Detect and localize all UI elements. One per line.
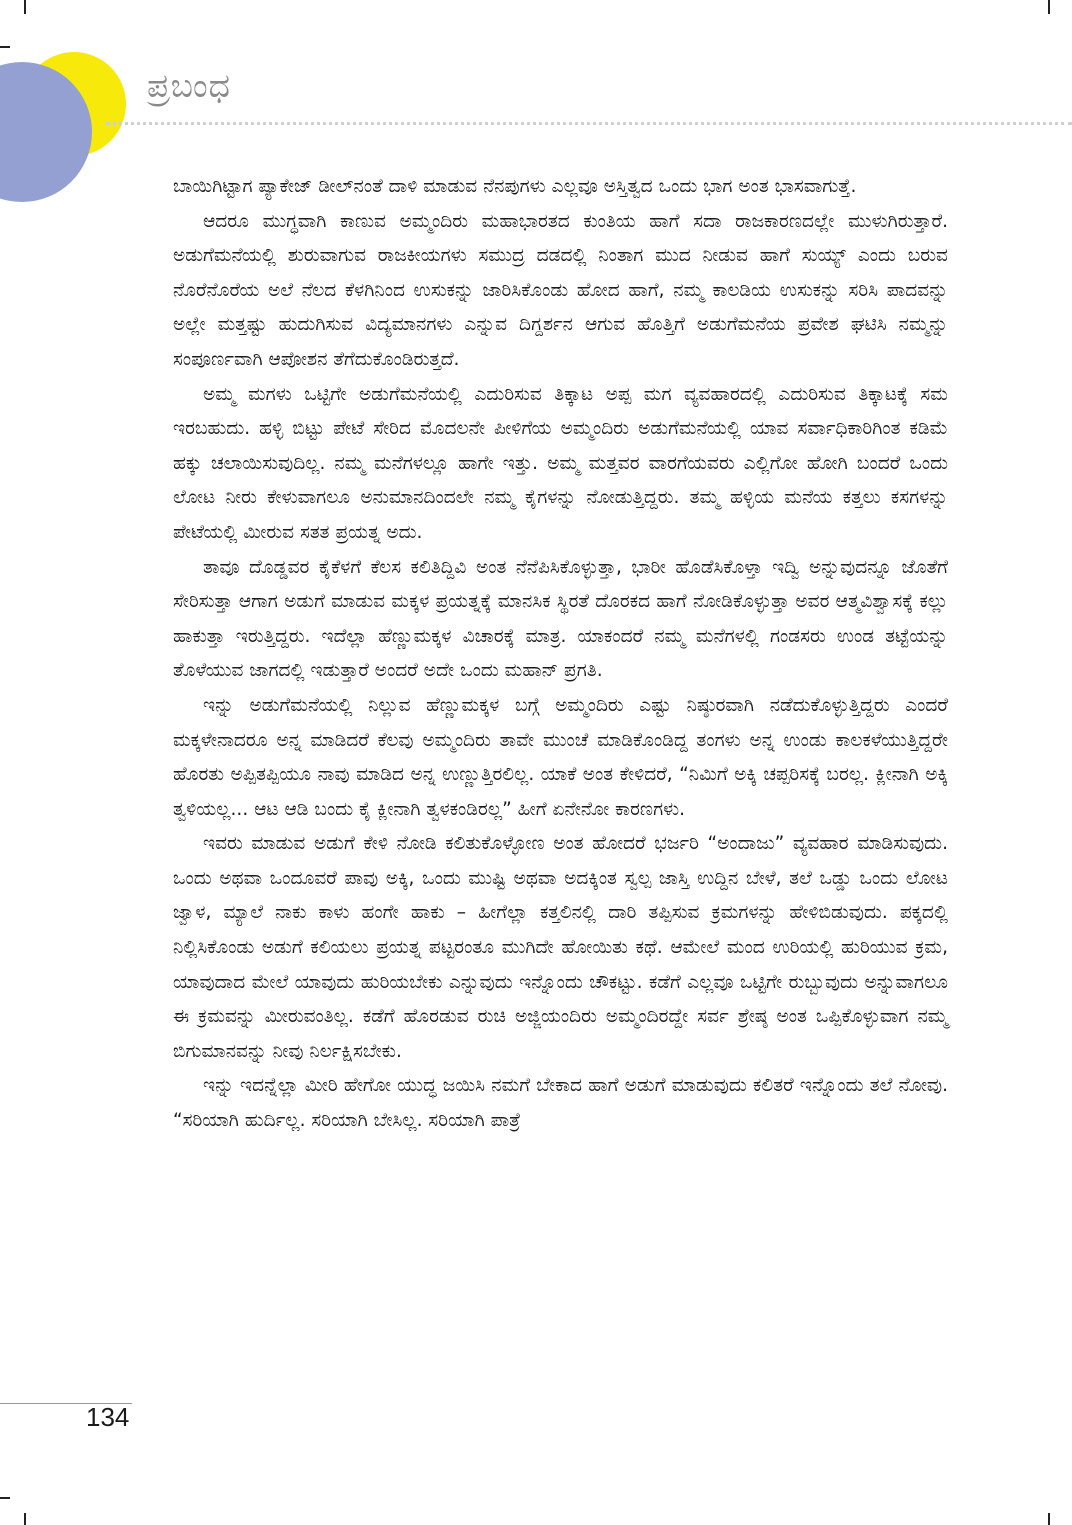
crop-mark-left-upper (0, 46, 10, 48)
page-number: 134 (86, 1402, 130, 1432)
paragraph: ತಾವೂ ದೊಡ್ಡವರ ಕೈಕೆಳಗೆ ಕೆಲಸ ಕಲಿತಿದ್ದಿವಿ ಅಂತ ನೆನೆಪಿಸಿಕೊಳ್ಳುತ್ತಾ, ಭಾರೀ ಹೊಡೆಸಿಕೊಳ್ತಾ ಇದ್ವಿ ಅನ್ನುವುದನ್ನೂ ಜೊತೆಗೆ ಸೇರಿಸುತ್ತಾ ಆಗಾಗ ಅಡುಗೆ ಮಾಡುವ ಮಕ್ಕಳ ಪ್ರಯತ್ನಕ್ಕೆ ಮಾನಸಿಕ ಸ್ಥಿರತೆ ದೊರಕದ ಹಾಗೆ ನೋಡಿಕೊಳ್ಳುತ್ತಾ ಅವರ ಆತ್ಮವಿಶ್ವಾಸಕ್ಕೆ ಕಲ್ಲು ಹಾಕುತ್ತಾ ಇರುತ್ತಿದ್ದರು. ಇದೆಲ್ಲಾ ಹೆಣ್ಣುಮಕ್ಕಳ ವಿಚಾರಕ್ಕೆ ಮಾತ್ರ. ಯಾಕಂದರೆ ನಮ್ಮ ಮನೆಗಳಲ್ಲಿ ಗಂಡಸರು ಉಂಡ ತಟ್ಟೆಯನ್ನು ತೊಳೆಯುವ ಜಾಗದಲ್ಲಿ ಇಡುತ್ತಾರೆ ಅಂದರೆ ಅದೇ ಒಂದು ಮಹಾನ್ ಪ್ರಗತಿ. (173, 556, 948, 682)
paragraph: ಇವರು ಮಾಡುವ ಅಡುಗೆ ಕೇಳಿ ನೋಡಿ ಕಲಿತುಕೊಳ್ಳೋಣ ಅಂತ ಹೋದರೆ ಭರ್ಜರಿ “ಅಂದಾಜು” ವ್ಯವಹಾರ ಮಾಡಿಸುವುದು. ಒಂದು ಅಥವಾ ಒಂದೂವರೆ ಪಾವು ಅಕ್ಕಿ, ಒಂದು ಮುಷ್ಟಿ ಅಥವಾ ಅದಕ್ಕಿಂತ ಸ್ವಲ್ಪ ಜಾಸ್ತಿ ಉದ್ದಿನ ಬೇಳೆ, ತಲೆ ಒಡ್ಡು ಒಂದು ಲೋಟ ಜ್ವಾಳ, ಮ್ಯಾಲೆ ನಾಕು ಕಾಳು ಹಂಗೇ ಹಾಕು – ಹೀಗೆಲ್ಲಾ ಕತ್ತಲಿನಲ್ಲಿ ದಾರಿ ತಪ್ಪಿಸುವ ಕ್ರಮಗಳನ್ನು ಹೇಳಿಬಿಡುವುದು. ಪಕ್ಕದಲ್ಲಿ ನಿಲ್ಲಿಸಿಕೊಂಡು ಅಡುಗೆ ಕಲಿಯಲು ಪ್ರಯತ್ನ ಪಟ್ಟರಂತೂ ಮುಗಿದೇ ಹೋಯಿತು ಕಥೆ. ಆಮೇಲೆ ಮಂದ ಉರಿಯಲ್ಲಿ ಹುರಿಯುವ ಕ್ರಮ, ಯಾವುದಾದ ಮೇಲೆ ಯಾವುದು ಹುರಿಯಬೇಕು ಎನ್ನುವುದು ಇನ್ನೊಂದು ಚೌಕಟ್ಟು. ಕಡೆಗೆ ಎಲ್ಲವೂ ಒಟ್ಟಿಗೇ ರುಬ್ಬುವುದು ಅನ್ನುವಾಗಲೂ ಈ ಕ್ರಮವನ್ನು ಮೀರುವಂತಿಲ್ಲ. ಕಡೆಗೆ ಹೊರಡುವ ರುಚಿ ಅಜ್ಜಿಯಂದಿರು ಅಮ್ಮಂದಿರದ್ದೇ ಸರ್ವ ಶ್ರೇಷ್ಠ ಅಂತ ಒಪ್ಪಿಕೊಳ್ಳುವಾಗ ನಮ್ಮ ಬಿಗುಮಾನವನ್ನು ನೀವು ನಿರ್ಲಕ್ಷಿಸಬೇಕು. (173, 833, 948, 1062)
body-text (173, 170, 948, 1139)
paragraph: ಇನ್ನು ಇದನ್ನೆಲ್ಲಾ ಮೀರಿ ಹೇಗೋ ಯುದ್ಧ ಜಯಿಸಿ ನಮಗೆ ಬೇಕಾದ ಹಾಗೆ ಅಡುಗೆ ಮಾಡುವುದು ಕಲಿತರೆ ಇನ್ನೊಂದು ತಲೆ ನೋವು. “ಸರಿಯಾಗಿ ಹುರ್ದಿಲ್ಲ. ಸರಿಯಾಗಿ ಬೇಸಿಲ್ಲ. ಸರಿಯಾಗಿ ಪಾತ್ರೆ (173, 1075, 948, 1132)
paragraph: ಆದರೂ ಮುಗ್ಧವಾಗಿ ಕಾಣುವ ಅಮ್ಮಂದಿರು ಮಹಾಭಾರತದ ಕುಂತಿಯ ಹಾಗೆ ಸದಾ ರಾಜಕಾರಣದಲ್ಲೇ ಮುಳುಗಿರುತ್ತಾರೆ. ಅಡುಗೆಮನೆಯಲ್ಲಿ ಶುರುವಾಗುವ ರಾಜಕೀಯಗಳು ಸಮುದ್ರ ದಡದಲ್ಲಿ ನಿಂತಾಗ ಮುದ ನೀಡುವ ಹಾಗೆ ಸುಯ್ಯ್ ಎಂದು ಬರುವ ನೊರೆನೊರೆಯ ಅಲೆ ನೆಲದ ಕೆಳಗಿನಿಂದ ಉಸುಕನ್ನು ಜಾರಿಸಿಕೊಂಡು ಹೋದ ಹಾಗೆ, ನಮ್ಮ ಕಾಲಡಿಯ ಉಸುಕನ್ನು ಸರಿಸಿ ಪಾದವನ್ನು ಅಲ್ಲೇ ಮತ್ತಷ್ಟು ಹುದುಗಿಸುವ ವಿದ್ಯಮಾನಗಳು ಎನ್ನುವ ದಿಗ್ದರ್ಶನ ಆಗುವ ಹೊತ್ತಿಗೆ ಅಡುಗೆಮನೆಯ ಪ್ರವೇಶ ಘಟಿಸಿ ನಮ್ಮನ್ನು ಸಂಪೂರ್ಣವಾಗಿ ಆಪೋಶನ ತೆಗೆದುಕೊಂಡಿರುತ್ತದೆ. (173, 210, 948, 370)
crop-mark-bottom-left (24, 1513, 26, 1525)
crop-mark-top-left (24, 0, 26, 14)
section-title: ಪ್ರಬಂಧ (147, 66, 231, 105)
crop-mark-left-lower (0, 1497, 10, 1499)
crop-mark-bottom-right (1048, 1513, 1050, 1525)
crop-mark-top-right (1048, 0, 1050, 14)
paragraph: ಇನ್ನು ಅಡುಗೆಮನೆಯಲ್ಲಿ ನಿಲ್ಲುವ ಹೆಣ್ಣುಮಕ್ಕಳ ಬಗ್ಗೆ ಅಮ್ಮಂದಿರು ಎಷ್ಟು ನಿಷ್ಠುರವಾಗಿ ನಡೆದುಕೊಳ್ಳುತ್ತಿದ್ದರು ಎಂದರೆ ಮಕ್ಕಳೇನಾದರೂ ಅನ್ನ ಮಾಡಿದರೆ ಕೆಲವು ಅಮ್ಮಂದಿರು ತಾವೇ ಮುಂಚೆ ಮಾಡಿಕೊಂಡಿದ್ದ ತಂಗಳು ಅನ್ನ ಉಂಡು ಕಾಲಕಳೆಯುತ್ತಿದ್ದರೇ ಹೊರತು ಅಪ್ಪಿತಪ್ಪಿಯೂ ನಾವು ಮಾಡಿದ ಅನ್ನ ಉಣ್ಣುತ್ತಿರಲಿಲ್ಲ. ಯಾಕೆ ಅಂತ ಕೇಳಿದರೆ, “ನಿಮಿಗೆ ಅಕ್ಕಿ ಚಪ್ಪರಿಸಕ್ಕೆ ಬರಲ್ಲ. ಕ್ಲೀನಾಗಿ ಅಕ್ಕಿ ತ್ವಳಿಯಲ್ಲ... ಆಟ ಆಡಿ ಬಂದು ಕೈ ಕ್ಲೀನಾಗಿ ತ್ವಳಕಂಡಿರಲ್ಲ” ಹೀಗೆ ಏನೇನೋ ಕಾರಣಗಳು. (173, 694, 948, 820)
paragraph: ಅಮ್ಮ ಮಗಳು ಒಟ್ಟಿಗೇ ಅಡುಗೆಮನೆಯಲ್ಲಿ ಎದುರಿಸುವ ತಿಕ್ಕಾಟ ಅಪ್ಪ ಮಗ ವ್ಯವಹಾರದಲ್ಲಿ ಎದುರಿಸುವ ತಿಕ್ಕಾಟಕ್ಕೆ ಸಮ ಇರಬಹುದು. ಹಳ್ಳಿ ಬಿಟ್ಟು ಪೇಟೆ ಸೇರಿದ ಮೊದಲನೇ ಪೀಳಿಗೆಯ ಅಮ್ಮಂದಿರು ಅಡುಗೆಮನೆಯಲ್ಲಿ ಯಾವ ಸರ್ವಾಧಿಕಾರಿಗಿಂತ ಕಡಿಮೆ ಹಕ್ಕು ಚಲಾಯಿಸುವುದಿಲ್ಲ. ನಮ್ಮ ಮನೆಗಳಲ್ಲೂ ಹಾಗೇ ಇತ್ತು. ಅಮ್ಮ ಮತ್ತವರ ವಾರಗೆಯವರು ಎಲ್ಲಿಗೋ ಹೋಗಿ ಬಂದರೆ ಒಂದು ಲೋಟ ನೀರು ಕೇಳುವಾಗಲೂ ಅನುಮಾನದಿಂದಲೇ ನಮ್ಮ ಕೈಗಳನ್ನು ನೋಡುತ್ತಿದ್ದರು. ತಮ್ಮ ಹಳ್ಳಿಯ ಮನೆಯ ಕತ್ತಲು ಕಸಗಳನ್ನು ಪೇಟೆಯಲ್ಲಿ ಮೀರುವ ಸತತ ಪ್ರಯತ್ನ ಅದು. (173, 383, 948, 543)
paragraph: ಬಾಯಿಗಿಟ್ಟಾಗ ಪ್ಯಾಕೇಜ್ ಡೀಲ್‌ನಂತೆ ದಾಳಿ ಮಾಡುವ ನೆನಪುಗಳು ಎಲ್ಲವೂ ಅಸ್ತಿತ್ವದ ಒಂದು ಭಾಗ ಅಂತ ಭಾಸವಾಗುತ್ತೆ. (173, 176, 857, 197)
header-dotted-rule (106, 122, 1072, 125)
